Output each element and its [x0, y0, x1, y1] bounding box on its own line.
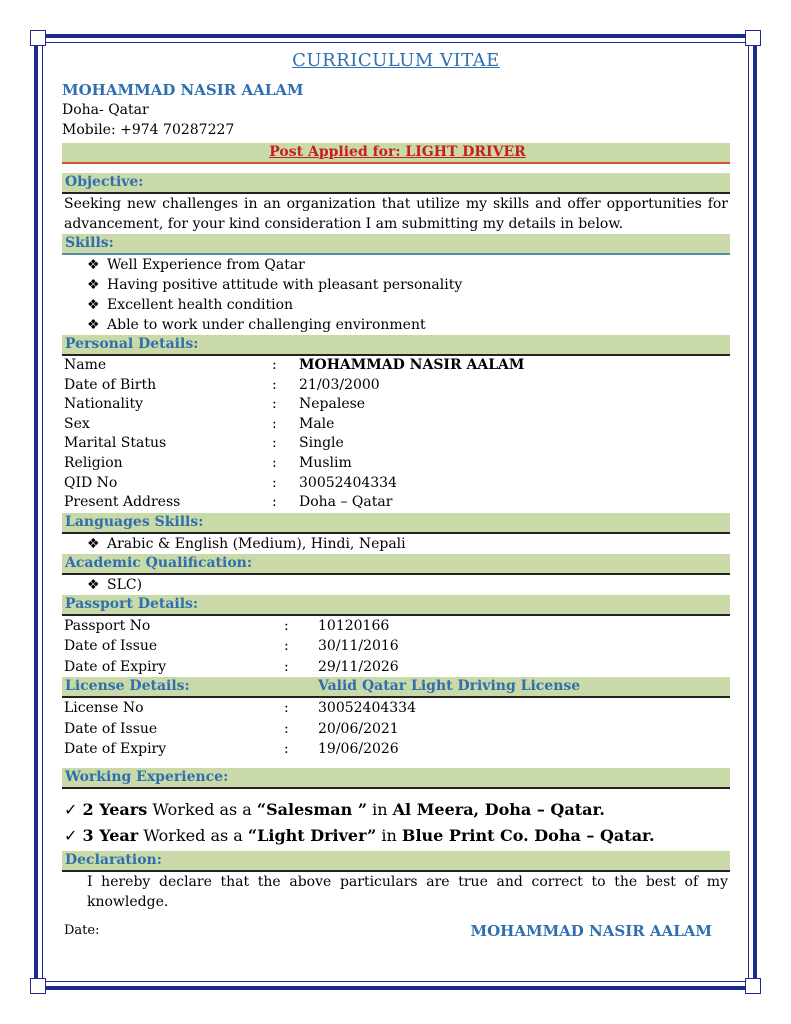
license-type: Valid Qatar Light Driving License [318, 678, 581, 695]
table-row: Religion : Muslim [64, 454, 352, 471]
table-row: QID No : 30052404334 [64, 474, 397, 491]
bullet-icon: ❖ [87, 317, 100, 333]
bullet-icon: ❖ [87, 277, 100, 293]
applicant-name: MOHAMMAD NASIR AALAM [62, 81, 304, 99]
table-row: Date of Expiry : 19/06/2026 [64, 741, 399, 758]
passport-heading: Passport Details: [62, 595, 730, 616]
table-row: Marital Status : Single [64, 435, 344, 452]
check-icon: ✓ [64, 799, 78, 819]
table-row: Date of Birth : 21/03/2000 [64, 376, 380, 393]
table-row: Nationality : Nepalese [64, 396, 366, 413]
license-heading-bar [62, 677, 730, 698]
personal-details-table [62, 356, 730, 513]
license-heading: License Details: [65, 678, 190, 695]
post-applied-bar: Post Applied for: LIGHT DRIVER [62, 143, 730, 164]
corner-ornament [30, 978, 46, 994]
objective-text: Seeking new challenges in an organization that utilize my skills and offer opportunities for advancement, for your kind consideration I am submitting my details in below. [64, 196, 728, 232]
cv-document [62, 46, 730, 944]
experience-heading: Working Experience: [62, 768, 730, 789]
list-item: ❖ Well Experience from Qatar [87, 257, 305, 273]
personal-details-heading: Personal Details: [62, 335, 730, 356]
table-row: Date of Issue : 30/11/2016 [64, 638, 399, 655]
list-item: ❖ Arabic & English (Medium), Hindi, Nepali [87, 535, 406, 552]
applicant-location: Doha- Qatar [62, 102, 149, 118]
bullet-icon: ❖ [87, 535, 100, 552]
license-table [62, 698, 730, 760]
academic-heading: Academic Qualification: [62, 554, 730, 575]
table-row: Present Address : Doha – Qatar [64, 494, 393, 511]
table-row: Passport No : 10120166 [64, 617, 390, 634]
table-row: Sex : Male [64, 415, 335, 432]
corner-ornament [745, 978, 761, 994]
corner-ornament [745, 30, 761, 46]
passport-table [62, 616, 730, 678]
list-item: ❖ SLC) [87, 576, 143, 593]
table-row: Date of Issue : 20/06/2021 [64, 720, 399, 737]
bullet-icon: ❖ [87, 257, 100, 273]
applicant-mobile: Mobile: +974 70287227 [62, 122, 235, 138]
signature-row [62, 918, 730, 944]
languages-list [62, 534, 730, 554]
languages-heading: Languages Skills: [62, 513, 730, 534]
list-item: ❖ Excellent health condition [87, 297, 294, 313]
table-row: Date of Expiry : 29/11/2026 [64, 658, 399, 675]
bullet-icon: ❖ [87, 297, 100, 313]
table-row: License No : 30052404334 [64, 700, 416, 717]
check-icon: ✓ [64, 825, 78, 845]
table-row: Name : MOHAMMAD NASIR AALAM [64, 357, 525, 373]
list-item: ❖ Able to work under challenging environment [87, 317, 426, 333]
declaration-heading: Declaration: [62, 851, 730, 872]
document-title: CURRICULUM VITAE [292, 50, 500, 71]
skills-heading: Skills: [62, 234, 730, 255]
list-item: ❖ Having positive attitude with pleasant personality [87, 277, 463, 293]
corner-ornament [30, 30, 46, 46]
date-label: Date: [64, 922, 100, 938]
academic-list [62, 575, 730, 595]
declaration-text: I hereby declare that the above particulars are true and correct to the best of my knowledge. [87, 873, 728, 910]
list-item: ✓ 3 Year Worked as a “Light Driver” in Blue Print Co. Doha – Qatar. [64, 825, 655, 845]
list-item: ✓ 2 Years Worked as a “Salesman ” in Al Meera, Doha – Qatar. [64, 799, 605, 819]
signature-name: MOHAMMAD NASIR AALAM [470, 921, 712, 940]
bullet-icon: ❖ [87, 576, 100, 593]
skills-list [62, 255, 730, 335]
objective-heading: Objective: [62, 173, 730, 194]
experience-list [62, 797, 730, 849]
